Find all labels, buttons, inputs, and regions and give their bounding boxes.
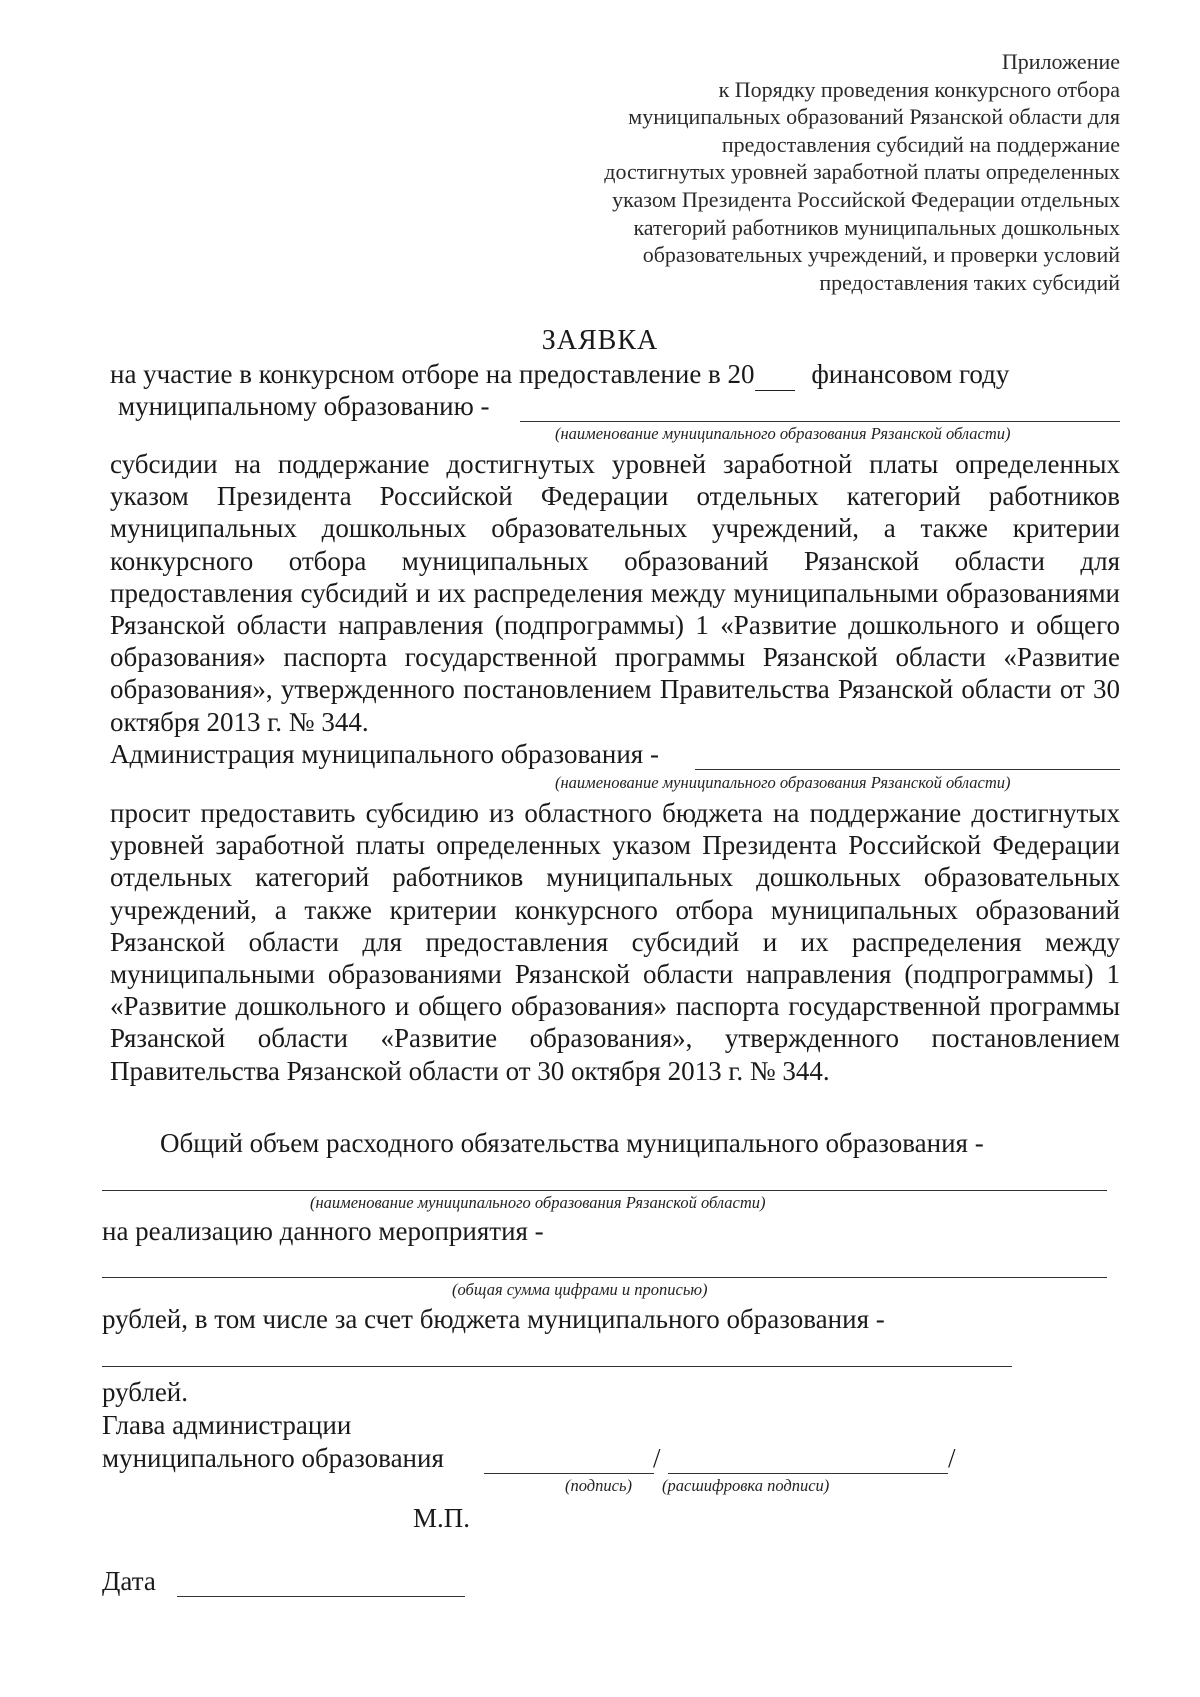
intro-text-a: на участие в конкурсном отборе на предоставление в 20 (110, 359, 755, 389)
caption-municipality-3: (наименование муниципального образования Рязанской области) (310, 1193, 766, 1212)
date-blank[interactable] (177, 1596, 465, 1597)
administration-line: Администрация муниципального образования - (110, 739, 659, 769)
header-line: муниципальных образований Рязанской области для (628, 104, 1120, 130)
total-obligation-line: Общий объем расходного обязательства муниципального образования - (160, 1128, 984, 1158)
slash-2: / (948, 1443, 956, 1473)
header-line: достигнутых уровней заработной платы определенных (604, 159, 1120, 185)
intro-text-b: финансовом году (811, 359, 1010, 389)
paragraph-subsidy-description (110, 448, 1120, 738)
caption-signature-decoding: (расшифровка подписи) (662, 1476, 830, 1495)
paragraph-2-text: просит предоставить субсидию из областного бюджета на поддержание достигнутых уровней заработной платы определенных указом Президента Российской Федерации отдельных категорий работников муниципальных дошкольных образовательных учреждений, а также критерии конкурсного отбора муниципальных образований Рязанской области для предоставления субсидий и их распределения между муниципальными образованиями Рязанской области направления (подпрограммы) 1 «Развитие дошкольного и общего образования» паспорта государственной программы Рязанской области «Развитие образования», утвержденного постановлением Правительства Рязанской области от 30 октября 2013 г. № 344. (110, 798, 1120, 1086)
header-line: предоставления субсидий на поддержание (721, 131, 1120, 157)
caption-signature: (подпись) (565, 1476, 632, 1495)
caption-municipality-2: (наименование муниципального образования Рязанской области) (555, 773, 1011, 792)
budget-sum-blank[interactable] (102, 1366, 1012, 1367)
caption-total-sum: (общая сумма цифрами и прописью) (452, 1280, 708, 1299)
head-of-administration-label: Глава администрации (102, 1410, 352, 1440)
municipality-name-blank-1[interactable] (520, 421, 1120, 422)
stamp-place: М.П. (413, 1503, 471, 1533)
header-line: Приложение (1001, 49, 1120, 74)
intro-line-2: муниципальному образованию - (118, 391, 490, 421)
header-line: образовательных учреждений, и проверки условий (642, 242, 1120, 268)
caption-municipality-1: (наименование муниципального образования Рязанской области) (555, 424, 1011, 443)
signature-blank[interactable] (484, 1473, 654, 1474)
paragraph-request (110, 797, 1120, 1087)
header-line: предоставления таких субсидий (819, 269, 1120, 295)
year-blank[interactable] (755, 358, 795, 391)
date-label: Дата (102, 1566, 156, 1596)
municipality-label: муниципального образования (102, 1443, 444, 1473)
slash-1: / (653, 1443, 661, 1473)
municipality-name-blank-2[interactable] (695, 769, 1120, 770)
rubles-end: рублей. (102, 1377, 189, 1407)
appendix-header (480, 48, 1120, 296)
document-title: ЗАЯВКА (541, 325, 659, 356)
municipality-name-blank-3[interactable] (102, 1190, 1107, 1191)
intro-line-1 (110, 358, 1009, 391)
total-sum-blank[interactable] (102, 1277, 1107, 1278)
paragraph-1-text: субсидии на поддержание достигнутых уровней заработной платы определенных указом Президента Российской Федерации отдельных категорий работников муниципальных дошкольных образовательных учреждений, а также критерии конкурсного отбора муниципальных образований Рязанской области для предоставления субсидий и их распределения между муниципальными образованиями Рязанской области направления (подпрограммы) 1 «Развитие дошкольного и общего образования» паспорта государственной программы Рязанской области «Развитие образования», утвержденного постановлением Правительства Рязанской области от 30 октября 2013 г. № 344. (110, 449, 1120, 737)
header-line: указом Президента Российской Федерации отдельных (612, 186, 1120, 212)
header-line: категорий работников муниципальных дошкольных (633, 214, 1120, 240)
signature-decoding-blank[interactable] (668, 1473, 948, 1474)
header-line: к Порядку проведения конкурсного отбора (718, 76, 1120, 102)
implementation-line: на реализацию данного мероприятия - (102, 1216, 544, 1246)
rubles-budget-line: рублей, в том числе за счет бюджета муниципального образования - (102, 1304, 885, 1334)
